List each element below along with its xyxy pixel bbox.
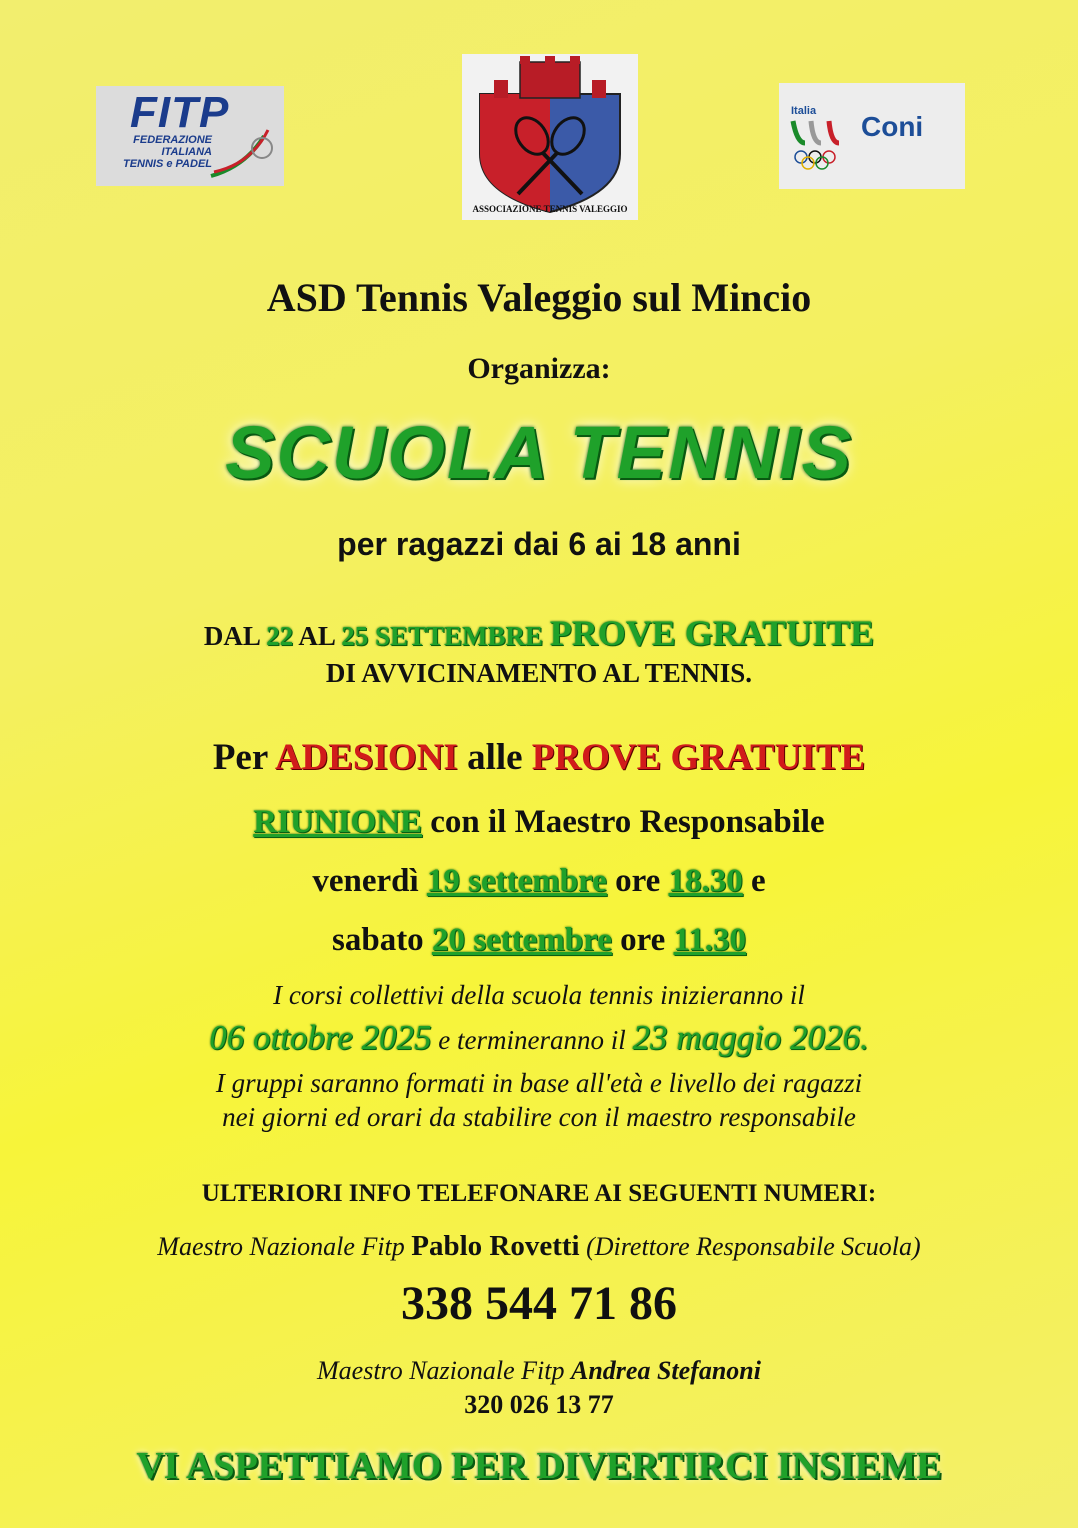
sabato-word: sabato <box>332 922 424 958</box>
ore-word-2: ore <box>620 922 666 958</box>
slogan-footer: VI ASPETTIAMO PER DIVERTIRCI INSIEME <box>136 1445 942 1487</box>
coni-word: Coni <box>861 111 924 142</box>
fitp-line-1: FEDERAZIONE <box>133 134 212 146</box>
avvicinamento-text: DI AVVICINAMENTO AL TENNIS. <box>325 658 753 688</box>
coni-italia-text: Italia <box>791 105 817 117</box>
fitp-logo <box>96 86 284 186</box>
riunione-rest: con il Maestro Responsabile <box>430 804 825 840</box>
prove-gratuite-red: PROVE GRATUITE <box>531 737 866 778</box>
venerdi-word: venerdì <box>312 863 419 899</box>
prove-gratuite-text: PROVE GRATUITE <box>549 613 875 653</box>
sabato-line <box>0 922 1078 959</box>
corsi-end-date: 23 maggio 2026. <box>632 1018 869 1057</box>
riunione-line <box>0 804 1078 841</box>
corsi-dates-line <box>0 1018 1078 1058</box>
venerdi-date: 19 settembre <box>426 863 607 899</box>
gruppi-line-2: nei giorni ed orari da stabilire con il maestro responsabile <box>222 1102 856 1132</box>
maestro-2-phone: 320 026 13 77 <box>464 1390 614 1419</box>
maestro-2-name: Andrea Stefanoni <box>570 1356 761 1385</box>
info-heading: ULTERIORI INFO TELEFONARE AI SEGUENTI NUMERI: <box>201 1180 877 1207</box>
coni-flag-rings-icon <box>789 119 853 175</box>
corsi-intro: I corsi collettivi della scuola tennis inizieranno il <box>273 980 805 1010</box>
maestro-1-phone: 338 544 71 86 <box>401 1277 677 1330</box>
crest-caption: ASSOCIAZIONE TENNIS VALEGGIO <box>472 204 628 214</box>
corsi-start-date: 06 ottobre 2025 <box>209 1018 432 1057</box>
maestro-1-line <box>0 1230 1078 1263</box>
club-title: ASD Tennis Valeggio sul Mincio <box>266 275 812 320</box>
scuola-tennis-headline: SCUOLA TENNIS <box>225 411 853 494</box>
maestro-1-role: (Direttore Responsabile Scuola) <box>586 1232 921 1261</box>
sabato-time: 11.30 <box>673 922 746 958</box>
venerdi-line <box>0 863 1078 900</box>
adesioni-line <box>0 736 1078 779</box>
fitp-acronym: FITP <box>130 88 230 137</box>
gruppi-line-1: I gruppi saranno formati in base all'età e livello dei ragazzi <box>215 1068 863 1098</box>
age-range-text: per ragazzi dai 6 ai 18 anni <box>337 526 741 562</box>
maestro-2-prefix: Maestro Nazionale Fitp <box>317 1356 565 1385</box>
crest-shield-icon <box>462 54 638 220</box>
club-crest-logo <box>462 54 638 220</box>
coni-logo <box>779 83 965 189</box>
al-word: AL <box>298 621 335 651</box>
riunione-word: RIUNIONE <box>253 804 422 840</box>
trial-end-date: 25 SETTEMBRE <box>341 621 543 651</box>
alle-word: alle <box>467 737 523 778</box>
e-word: e <box>751 863 766 899</box>
fitp-line-2: ITALIANA <box>161 146 212 158</box>
trial-dates-line <box>0 612 1078 654</box>
maestro-1-prefix: Maestro Nazionale Fitp <box>157 1232 405 1261</box>
corsi-middle: e termineranno il <box>438 1025 626 1055</box>
organizza-label: Organizza: <box>467 352 611 385</box>
per-word: Per <box>212 737 268 778</box>
dal-word: DAL <box>203 621 260 651</box>
ore-word-1: ore <box>615 863 661 899</box>
trial-start-day: 22 <box>266 621 294 651</box>
adesioni-word: ADESIONI <box>274 737 458 778</box>
fitp-swoosh-icon <box>206 116 276 182</box>
venerdi-time: 18.30 <box>668 863 743 899</box>
fitp-line-3: TENNIS e PADEL <box>122 158 212 170</box>
maestro-2-line <box>0 1356 1078 1386</box>
sabato-date: 20 settembre <box>431 922 612 958</box>
maestro-1-name: Pablo Rovetti <box>411 1230 580 1262</box>
